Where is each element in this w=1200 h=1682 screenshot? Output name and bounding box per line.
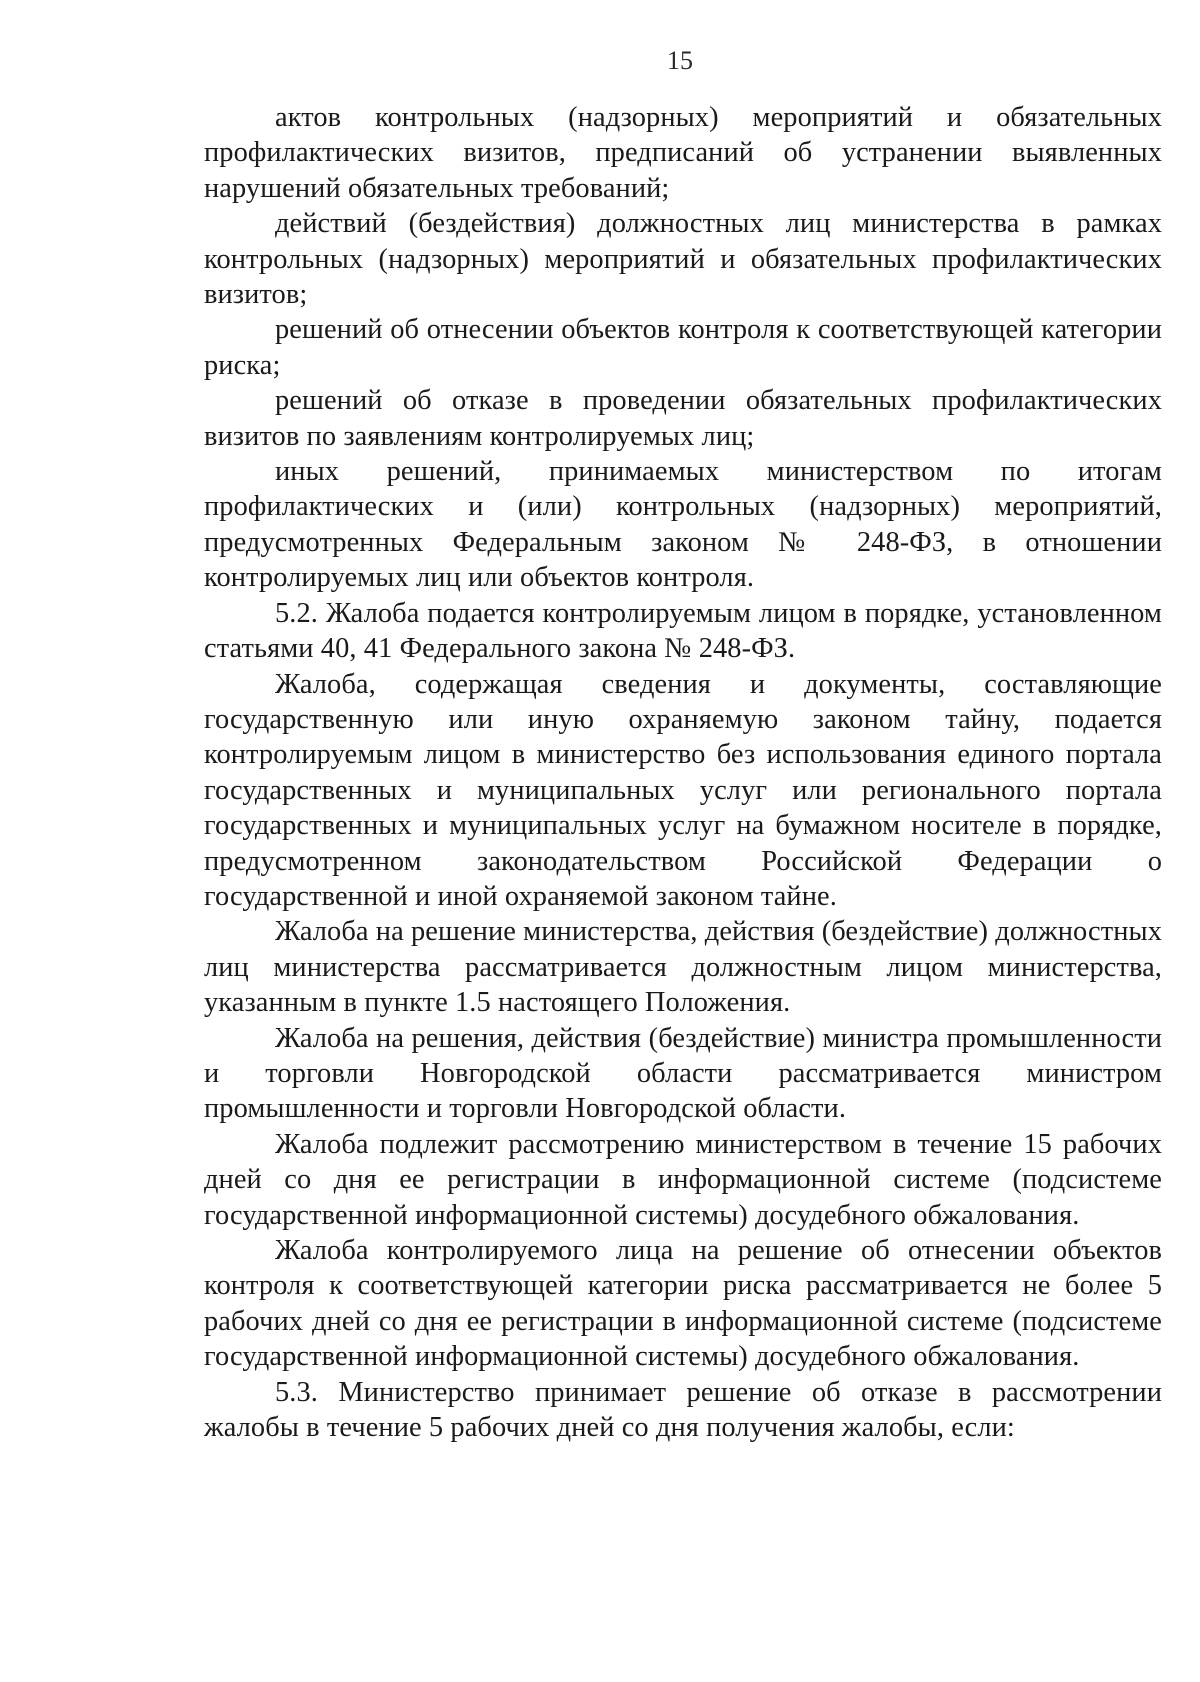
paragraph-acts: актов контрольных (надзорных) мероприятий и обязательных профилактических визитов, предписаний об устранении выявленных нарушений обязательных требований;	[204, 102, 1162, 204]
paragraph-other-decisions: иных решений, принимаемых министерством по итогам профилактических и (или) контрольных (надзорных) мероприятий, предусмотренных Федеральным законом № 248-ФЗ, в отношении контролируемых лиц или объектов контроля.	[204, 456, 1162, 594]
paragraph-5-3: 5.3. Министерство принимает решение об отказе в рассмотрении жалобы в течение 5 рабочих дней со дня получения жалобы, если:	[204, 1376, 1162, 1444]
document-body	[204, 100, 1162, 1445]
paragraph-5-2: 5.2. Жалоба подается контролируемым лицом в порядке, установленном статьями 40, 41 Федерального закона № 248-ФЗ.	[204, 597, 1162, 665]
paragraph-ministry-complaint: Жалоба на решение министерства, действия (бездействие) должностных лиц министерства рассматривается должностным лицом министерства, указанным в пункте 1.5 настоящего Положения.	[204, 916, 1162, 1019]
paragraph-actions: действий (бездействия) должностных лиц министерства в рамках контрольных (надзорных) мероприятий и обязательных профилактических визитов;	[204, 208, 1162, 311]
paragraph-minister-complaint: Жалоба на решения, действия (бездействие) министра промышленности и торговли Новгородской области рассматривается министром промышленности и торговли Новгородской области.	[204, 1022, 1162, 1125]
page-number: 15	[667, 46, 693, 75]
paragraph-review-period: Жалоба подлежит рассмотрению министерством в течение 15 рабочих дней со дня ее регистрации в информационной системе (подсистеме государственной информационной системы) досудебного обжалования.	[204, 1128, 1162, 1231]
paragraph-secret-complaint: Жалоба, содержащая сведения и документы, составляющие государственную или иную охраняемую законом тайну, подается контролируемым лицом в министерство без использования единого портала государственных и муниципальных услуг или регионального портала государственных и муниципальных услуг на бумажном носителе в порядке, предусмотренном законодательством Российской Федерации о государственной и иной охраняемой законом тайне.	[204, 668, 1162, 912]
paragraph-risk-category: решений об отнесении объектов контроля к соответствующей категории риска;	[204, 314, 1162, 381]
paragraph-risk-complaint: Жалоба контролируемого лица на решение об отнесении объектов контроля к соответствующей категории риска рассматривается не более 5 рабочих дней со дня ее регистрации в информационной системе (подсистеме государственной информационной системы) досудебного обжалования.	[204, 1235, 1162, 1373]
paragraph-refusal-visits: решений об отказе в проведении обязательных профилактических визитов по заявлениям контролируемых лиц;	[204, 385, 1162, 452]
